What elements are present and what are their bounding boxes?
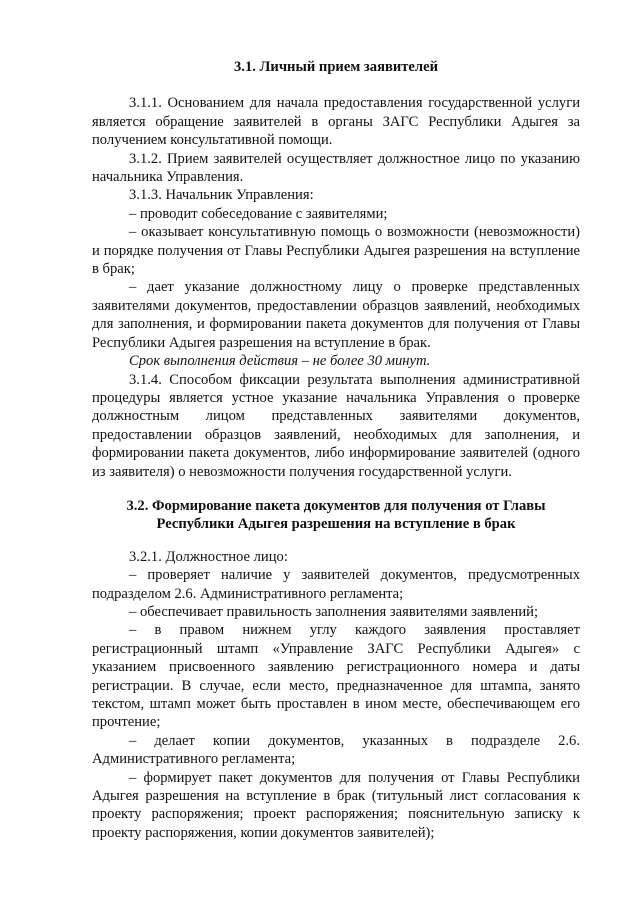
document-page [92, 58, 580, 842]
list-item-check-documents: – проверяет наличие у заявителей документов, предусмотренных подразделом 2.6. Административного регламента; [92, 567, 580, 602]
list-item-ensure-filling: – обеспечивает правильность заполнения заявителями заявлений; [129, 603, 539, 620]
list-item-consultation: – оказывает консультативную помощь о возможности (невозможности) и порядке получения от Главы Республики Адыгея разрешения на вступление в брак; [92, 224, 580, 278]
paragraph-3-2-1: 3.2.1. Должностное лицо: [129, 548, 288, 565]
paragraph-3-1-4: 3.1.4. Способом фиксации результата выполнения административной процедуры является устное указание начальника Управления о проверке должностным лицом представленных заявителями документов, предоставлении образцов заявлений, необходимых для заполнения, и формировании пакета документов, либо информирование заявителей (одного из заявителя) о невозможности получения государственной услуги. [92, 371, 580, 480]
list-item-interview: – проводит собеседование с заявителями; [129, 205, 388, 222]
list-item-form-package: – формирует пакет документов для получения от Главы Республики Адыгея разрешения на вступление в брак (титульный лист согласования к проекту распоряжения; проект распоряжения; пояснительную записку к проекту распоряжения, копии документов заявителей); [92, 769, 580, 841]
paragraph-3-1-1: 3.1.1. Основанием для начала предоставления государственной услуги является обращение заявителей в органы ЗАГС Республики Адыгея за получением консультативной помощи. [92, 95, 580, 149]
paragraph-3-1-2: 3.1.2. Прием заявителей осуществляет должностное лицо по указанию начальника Управления. [92, 150, 580, 186]
deadline-note: Срок выполнения действия – не более 30 минут. [129, 353, 431, 370]
list-item-registration-stamp: – в правом нижнем углу каждого заявления проставляет регистрационный штамп «Управление ЗАГС Республики Адыгея» с указанием присвоенного заявлению регистрационного номера и даты регистрации. В случае, если место, предназначенное для штампа, занято текстом, штамп может быть проставлен в ином месте, обеспечивающем его прочтение; [92, 622, 580, 731]
list-item-make-copies: – делает копии документов, указанных в подразделе 2.6. Административного регламента; [92, 732, 580, 768]
paragraph-3-1-3: 3.1.3. Начальник Управления: [129, 187, 314, 204]
section-heading-3-2: 3.2. Формирование пакета документов для получения от Главы Республики Адыгея разрешения на вступление в брак [126, 497, 546, 533]
list-item-instruction: – дает указание должностному лицу о проверке представленных заявителями документов, предоставлении образцов заявлений, необходимых для заполнения, и формировании пакета документов для получения от Главы Республики Адыгея разрешения на вступление в брак. [92, 279, 580, 351]
section-heading-3-1: 3.1. Личный прием заявителей [234, 59, 438, 75]
